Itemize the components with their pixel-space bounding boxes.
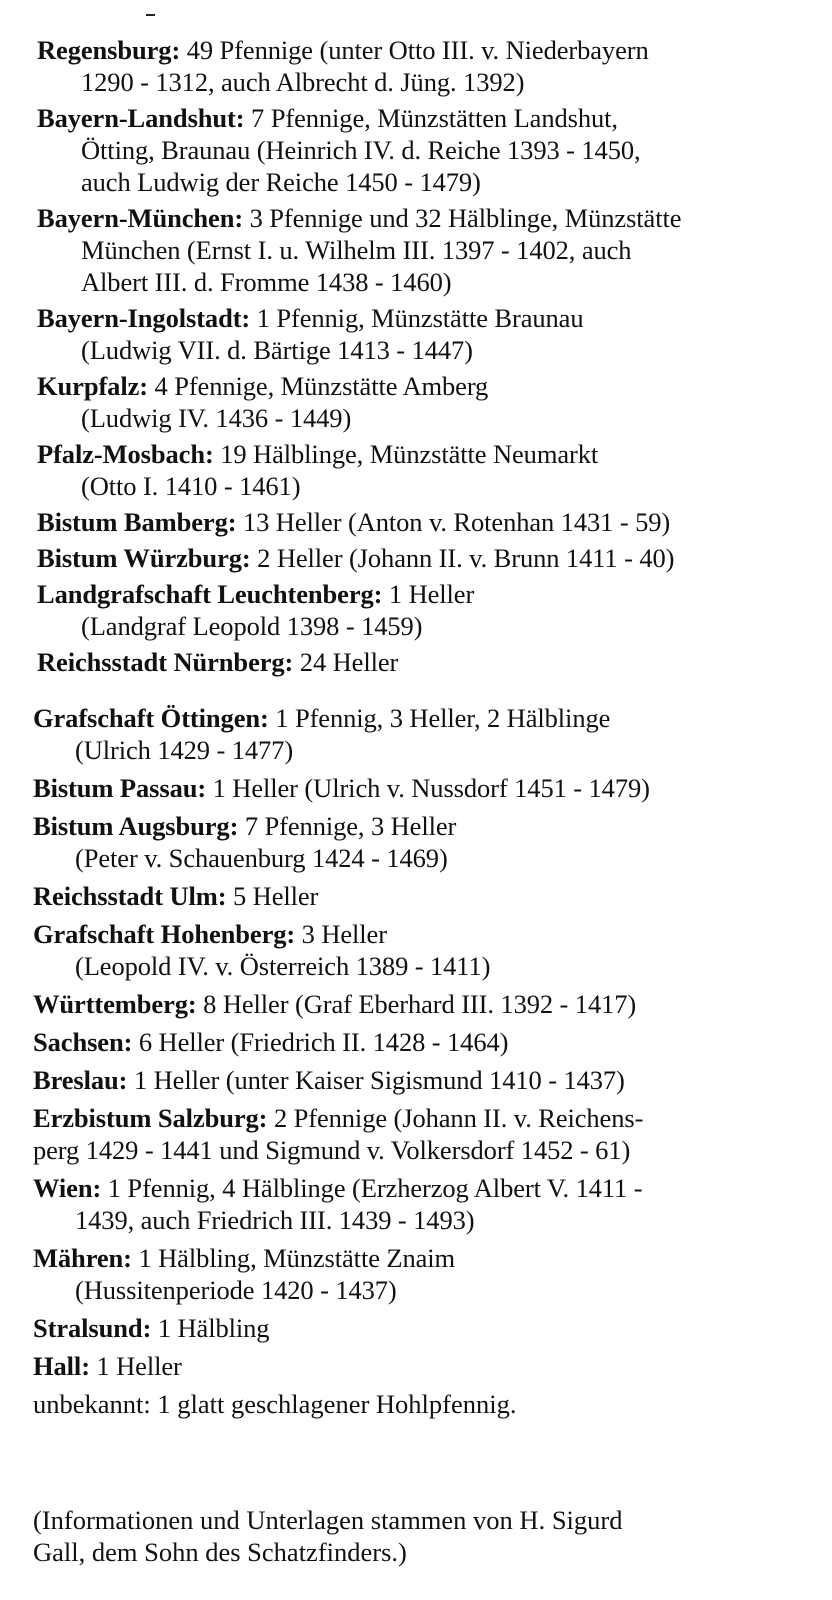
mint-entry — [0, 1064, 832, 1096]
entry-continuation-line: (Hussitenperiode 1420 - 1437) — [75, 1275, 397, 1305]
coin-description: 1 Pfennig, 3 Heller, 2 Hälblinge — [275, 703, 611, 733]
mint-name: Erzbistum Salzburg: — [33, 1103, 268, 1133]
coin-description: 1 Heller — [388, 579, 475, 609]
coin-description: 2 Heller (Johann II. v. Brunn 1411 - 40) — [257, 543, 675, 573]
mint-name: Grafschaft Öttingen: — [33, 703, 269, 733]
mint-entry — [0, 1026, 832, 1058]
mint-name: Bistum Passau: — [33, 773, 207, 803]
coin-description: 19 Hälblinge, Münzstätte Neumarkt — [220, 439, 599, 469]
coin-description: 1 Heller (unter Kaiser Sigismund 1410 - 1437) — [133, 1065, 625, 1095]
entry-first-line — [33, 1102, 832, 1134]
mint-entry — [0, 370, 832, 434]
coin-description: 1 Heller — [96, 1351, 182, 1381]
entry-first-line — [37, 438, 832, 470]
mint-name: Sachsen: — [33, 1027, 133, 1057]
entry-continuation-line: Albert III. d. Fromme 1438 - 1460) — [81, 267, 452, 297]
source-note-line: (Informationen und Unterlagen stammen von H. Sigurd — [33, 1505, 623, 1535]
mint-name: Grafschaft Hohenberg: — [33, 919, 296, 949]
mint-name: Bistum Augsburg: — [33, 811, 239, 841]
entry-first-line — [33, 1350, 832, 1382]
entry-first-line — [37, 370, 832, 402]
mint-entry — [0, 772, 832, 804]
entry-first-line — [33, 1312, 832, 1344]
coin-description: 7 Pfennige, 3 Heller — [244, 811, 457, 841]
mint-name: Reichsstadt Ulm: — [33, 881, 227, 911]
mint-entry — [0, 578, 832, 642]
entry-first-line — [33, 1172, 832, 1204]
coin-list-section-2 — [0, 702, 832, 1420]
entry-first-line — [33, 810, 832, 842]
source-note — [33, 1504, 623, 1568]
entry-first-line — [33, 918, 832, 950]
entry-continuation-line: (Ulrich 1429 - 1477) — [75, 735, 294, 765]
mint-name: Regensburg: — [37, 35, 181, 65]
entry-first-line — [33, 880, 832, 912]
coin-description: 1 Hälbling — [157, 1313, 270, 1343]
entry-first-line — [33, 702, 832, 734]
entry-first-line — [37, 202, 832, 234]
entry-first-line — [37, 34, 832, 66]
entry-continuation-line: Ötting, Braunau (Heinrich IV. d. Reiche 1393 - 1450, — [81, 135, 641, 165]
coin-description: 6 Heller (Friedrich II. 1428 - 1464) — [138, 1027, 509, 1057]
entry-first-line — [37, 102, 832, 134]
entry-first-line — [37, 542, 832, 574]
mint-name: Württemberg: — [33, 989, 197, 1019]
entry-first-line — [37, 302, 832, 334]
coin-description: 3 Heller — [301, 919, 387, 949]
mint-entry — [0, 646, 832, 678]
mint-entry — [0, 1172, 832, 1236]
mint-name: Reichsstadt Nürnberg: — [37, 647, 294, 677]
mint-entry — [0, 810, 832, 874]
coin-description: 24 Heller — [299, 647, 399, 677]
mint-entry — [0, 34, 832, 98]
section-2-entries — [0, 702, 832, 1382]
entry-first-line — [33, 1064, 832, 1096]
coin-description: 13 Heller (Anton v. Rotenhan 1431 - 59) — [242, 507, 671, 537]
mint-entry — [0, 102, 832, 198]
mint-name: Bayern-Ingolstadt: — [37, 303, 251, 333]
unknown-coin-line: unbekannt: 1 glatt geschlagener Hohlpfennig. — [33, 1389, 517, 1419]
entry-continuation-line: (Otto I. 1410 - 1461) — [81, 471, 301, 501]
entry-first-line — [37, 578, 832, 610]
coin-description: 3 Pfennige und 32 Hälblinge, Münzstätte — [249, 203, 682, 233]
mint-name: Breslau: — [33, 1065, 128, 1095]
mint-name: Wien: — [33, 1173, 102, 1203]
coin-description: 7 Pfennige, Münzstätten Landshut, — [251, 103, 618, 133]
mint-entry — [0, 506, 832, 538]
mint-name: Hall: — [33, 1351, 90, 1381]
coin-description: 1 Heller (Ulrich v. Nussdorf 1451 - 1479) — [212, 773, 650, 803]
coin-description: 1 Pfennig, 4 Hälblinge (Erzherzog Albert V. 1411 - — [107, 1173, 643, 1203]
mint-entry — [0, 880, 832, 912]
mint-name: Bayern-Landshut: — [37, 103, 245, 133]
mint-entry — [0, 1242, 832, 1306]
mint-name: Stralsund: — [33, 1313, 152, 1343]
coin-description: 1 Hälbling, Münzstätte Znaim — [138, 1243, 456, 1273]
mint-entry — [0, 1312, 832, 1344]
mint-entry — [0, 702, 832, 766]
coin-description: 49 Pfennige (unter Otto III. v. Niederbayern — [186, 35, 649, 65]
coin-description: 4 Pfennige, Münzstätte Amberg — [154, 371, 489, 401]
entry-continuation-line: 1290 - 1312, auch Albrecht d. Jüng. 1392) — [81, 67, 525, 97]
entry-continuation-line: 1439, auch Friedrich III. 1439 - 1493) — [75, 1205, 475, 1235]
entry-first-line — [37, 646, 832, 678]
mint-name: Mähren: — [33, 1243, 132, 1273]
mint-entry — [0, 1350, 832, 1382]
mint-name: Bistum Bamberg: — [37, 507, 237, 537]
mint-name: Bistum Würzburg: — [37, 543, 251, 573]
mint-entry — [0, 1102, 832, 1166]
coin-description: 8 Heller (Graf Eberhard III. 1392 - 1417) — [203, 989, 637, 1019]
entry-continuation-line: (Landgraf Leopold 1398 - 1459) — [81, 611, 423, 641]
coin-list-section-1 — [0, 34, 832, 682]
entry-first-line — [33, 988, 832, 1020]
mint-entry — [0, 988, 832, 1020]
entry-first-line — [33, 1026, 832, 1058]
entry-first-line — [37, 506, 832, 538]
mint-name: Pfalz-Mosbach: — [37, 439, 214, 469]
mint-entry — [0, 202, 832, 298]
mint-name: Kurpfalz: — [37, 371, 148, 401]
source-note-line: Gall, dem Sohn des Schatzfinders.) — [33, 1537, 407, 1567]
coin-description: 5 Heller — [232, 881, 319, 911]
entry-continuation-line: perg 1429 - 1441 und Sigmund v. Volkersdorf 1452 - 61) — [33, 1135, 631, 1165]
entry-continuation-line: (Leopold IV. v. Österreich 1389 - 1411) — [75, 951, 491, 981]
coin-description: 1 Pfennig, Münzstätte Braunau — [256, 303, 584, 333]
coin-description: 2 Pfennige (Johann II. v. Reichens- — [273, 1103, 644, 1133]
dash-mark — [146, 14, 155, 16]
entry-continuation-line: auch Ludwig der Reiche 1450 - 1479) — [81, 167, 481, 197]
entry-continuation-line: (Peter v. Schauenburg 1424 - 1469) — [75, 843, 448, 873]
mint-entry — [0, 918, 832, 982]
mint-name: Bayern-München: — [37, 203, 244, 233]
entry-continuation-line: (Ludwig VII. d. Bärtige 1413 - 1447) — [81, 335, 473, 365]
entry-continuation-line: München (Ernst I. u. Wilhelm III. 1397 - 1402, auch — [81, 235, 632, 265]
entry-first-line — [33, 1242, 832, 1274]
entry-first-line — [33, 772, 832, 804]
mint-entry — [0, 302, 832, 366]
mint-name: Landgrafschaft Leuchtenberg: — [37, 579, 383, 609]
mint-entry — [0, 542, 832, 574]
mint-entry — [0, 438, 832, 502]
entry-continuation-line: (Ludwig IV. 1436 - 1449) — [81, 403, 352, 433]
